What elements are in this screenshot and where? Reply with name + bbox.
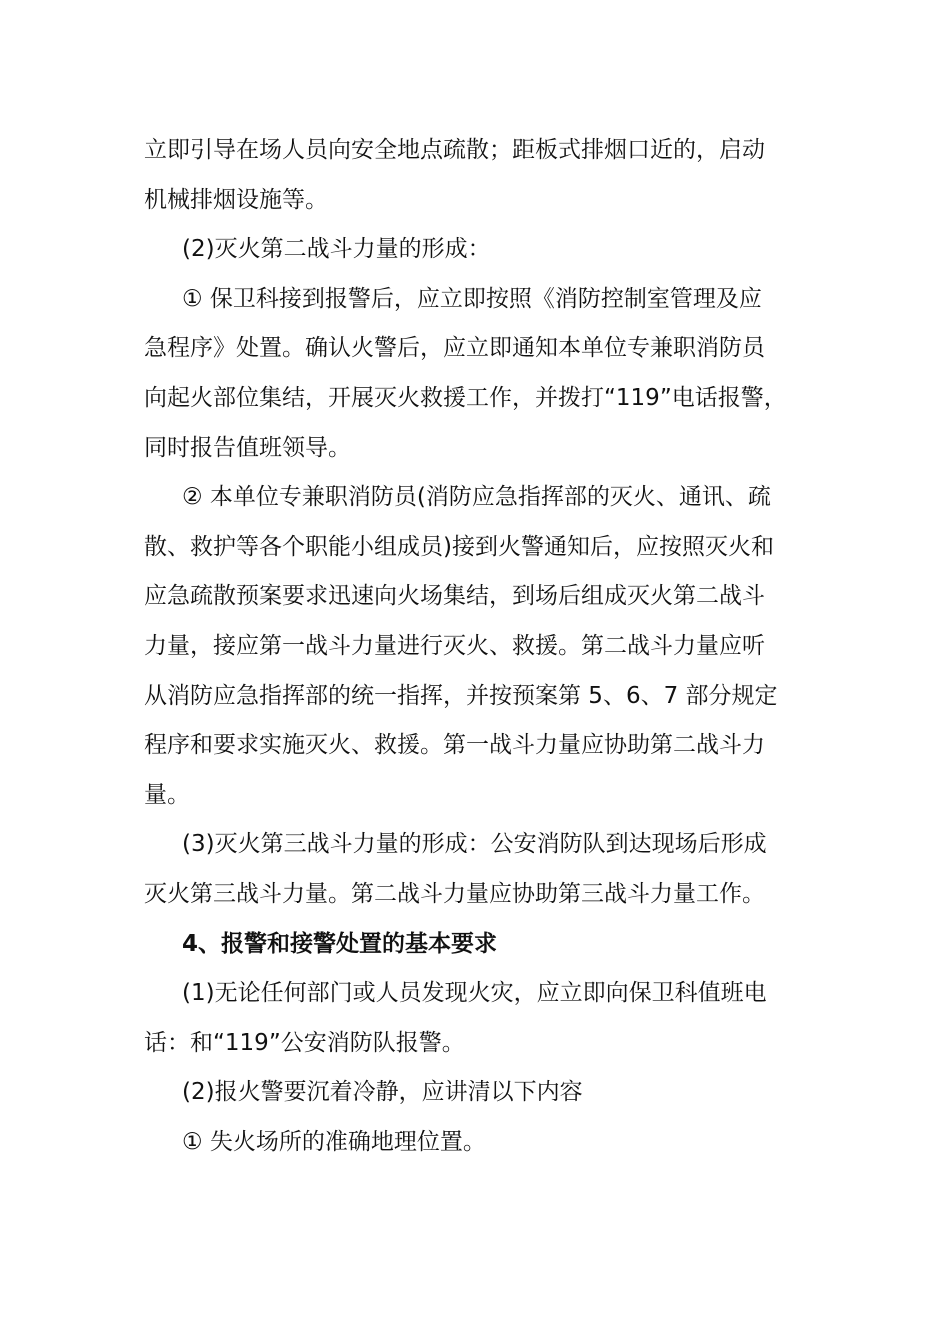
section-heading-4: 4、报警和接警处置的基本要求	[182, 930, 498, 957]
text-line: 量。	[144, 781, 190, 808]
text-line: 立即引导在场人员向安全地点疏散；距板式排烟口近的，启动	[144, 137, 765, 163]
text-line: ② 本单位专兼职消防员(消防应急指挥部的灭火、通讯、疏	[182, 484, 771, 511]
text-line: 机械排烟设施等。	[144, 186, 328, 213]
text-line: 应急疏散预案要求迅速向火场集结，到场后组成灭火第二战斗	[144, 583, 765, 610]
section-heading-2: (2)灭火第二战斗力量的形成：	[182, 236, 491, 263]
text-line: 力量，接应第一战斗力量进行灭火、救援。第二战斗力量应听	[144, 632, 765, 659]
text-line: (1)无论任何部门或人员发现火灾，应立即向保卫科值班电	[182, 980, 767, 1007]
text-line: 话：和“119”公安消防队报警。	[144, 1029, 465, 1056]
section-heading-3: (3)灭火第三战斗力量的形成：公安消防队到达现场后形成	[182, 831, 767, 858]
text-line: (2)报火警要沉着冷静，应讲清以下内容	[182, 1079, 583, 1106]
text-line: ① 失火场所的准确地理位置。	[182, 1128, 486, 1155]
document-body	[144, 126, 810, 1167]
text-line: 散、救护等各个职能小组成员)接到火警通知后，应按照灭火和	[144, 533, 774, 560]
text-line: 从消防应急指挥部的统一指挥，并按预案第 5、6、7 部分规定	[144, 682, 778, 709]
text-line: 向起火部位集结，开展灭火救援工作，并拨打“119”电话报警，	[144, 384, 787, 411]
text-line: 急程序》处置。确认火警后，应立即通知本单位专兼职消防员	[144, 335, 765, 362]
text-line: 同时报告值班领导。	[144, 434, 351, 461]
text-line: ① 保卫科接到报警后，应立即按照《消防控制室管理及应	[182, 285, 762, 312]
text-line: 灭火第三战斗力量。第二战斗力量应协助第三战斗力量工作。	[144, 880, 765, 907]
text-line: 程序和要求实施灭火、救援。第一战斗力量应协助第二战斗力	[144, 732, 765, 759]
